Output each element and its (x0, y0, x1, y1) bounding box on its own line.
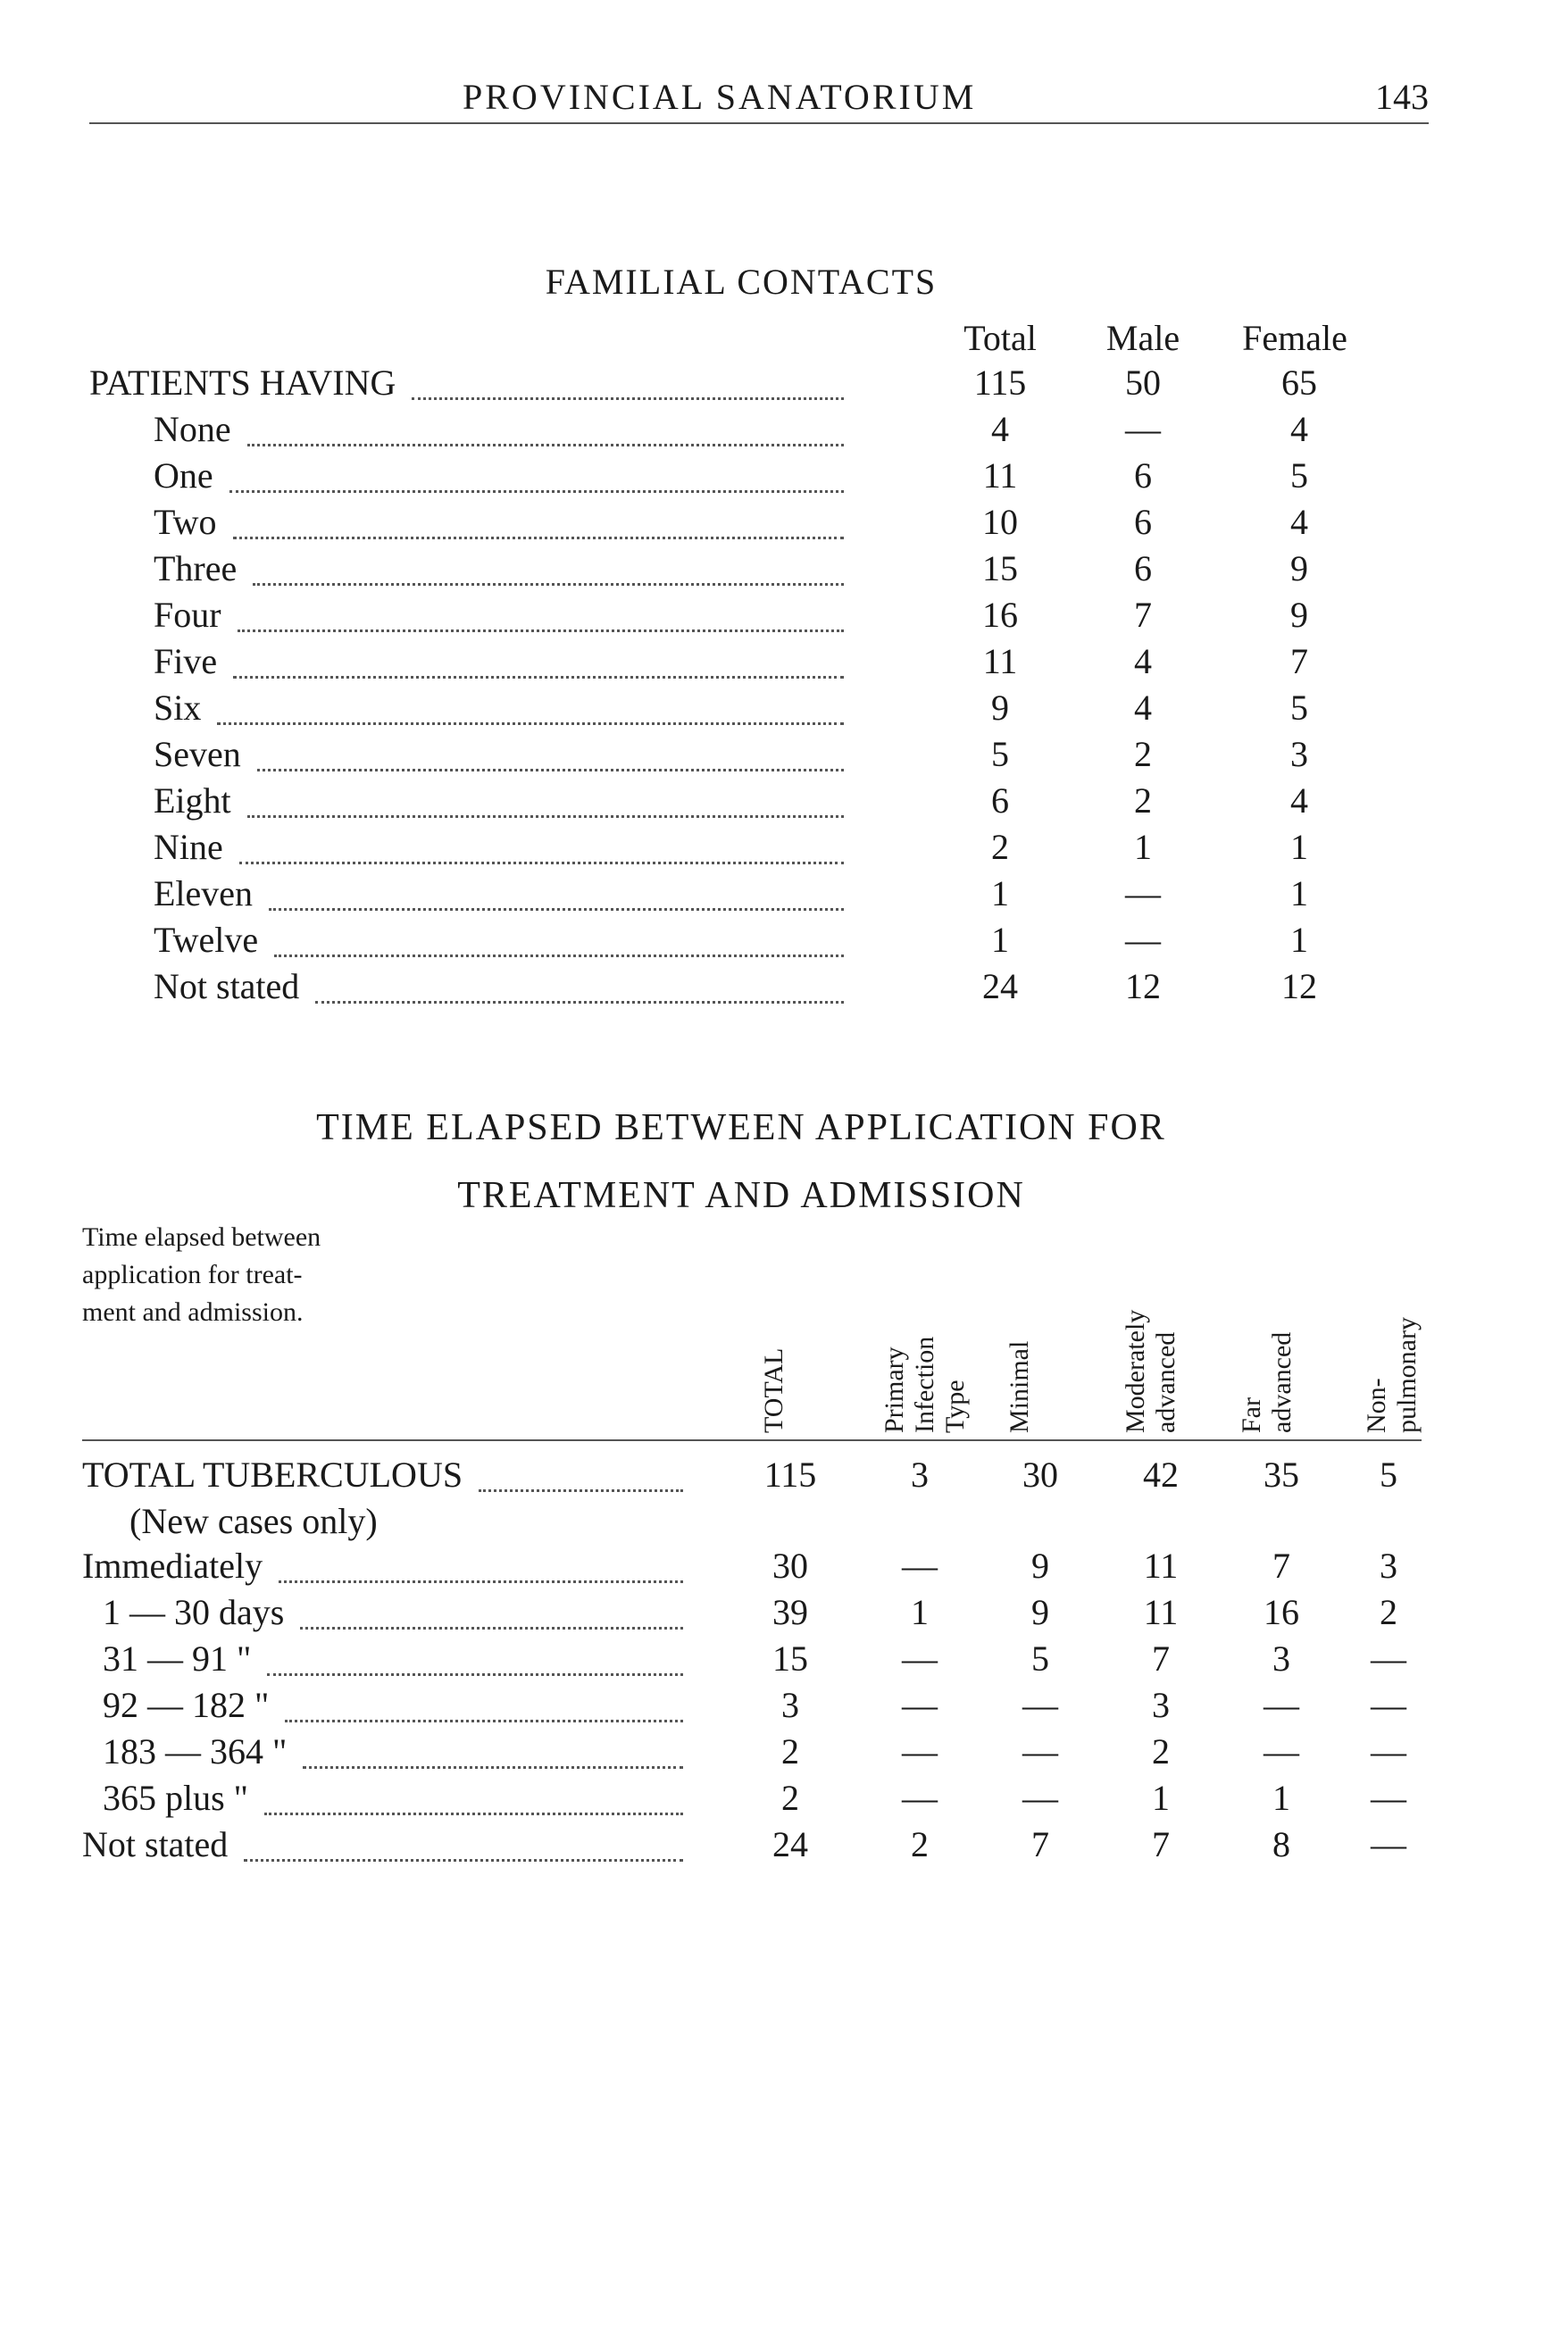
row-label: 183 — 364 " (103, 1731, 288, 1772)
table-row (0, 408, 1568, 454)
row-label: TOTAL TUBERCULOUS (82, 1455, 463, 1495)
cell-value: 15 (772, 1638, 808, 1679)
cell-total: 24 (982, 966, 1018, 1006)
cell-value: 35 (1264, 1455, 1299, 1495)
header-line: advanced (1151, 1331, 1180, 1433)
cell-value: 9 (1031, 1546, 1049, 1586)
header-line: Far (1237, 1397, 1266, 1433)
row-label: Seven (154, 734, 241, 774)
cell-value: 7 (1152, 1824, 1170, 1864)
cell-male: 6 (1134, 548, 1152, 588)
cell-value: — (1022, 1731, 1058, 1772)
cell-value: 11 (1143, 1546, 1179, 1586)
table-row (0, 872, 1568, 919)
row-label: Five (154, 641, 218, 681)
dot-leader (303, 1766, 683, 1769)
col-header-total (759, 1255, 789, 1433)
cell-male: — (1125, 873, 1161, 913)
rotated-header-text (880, 1337, 971, 1433)
cell-female: 9 (1290, 548, 1308, 588)
row-label: Not stated (154, 966, 300, 1006)
cell-value: — (1264, 1731, 1299, 1772)
cell-value: 7 (1272, 1546, 1290, 1586)
cell-female: 12 (1281, 966, 1317, 1006)
time-elapsed-title-line1: TIME ELAPSED BETWEEN APPLICATION FOR (316, 1107, 1166, 1148)
cell-female: 1 (1290, 827, 1308, 867)
dot-leader (244, 1859, 683, 1862)
cell-male: 2 (1134, 734, 1152, 774)
cell-female: 3 (1290, 734, 1308, 774)
dot-leader (247, 444, 844, 446)
header-line: pulmonary (1392, 1317, 1422, 1433)
cell-value: — (902, 1731, 938, 1772)
header-rule (89, 122, 1429, 124)
row-header-line: ment and admission. (82, 1297, 304, 1327)
cell-value: 2 (1380, 1592, 1397, 1632)
cell-value: 1 (911, 1592, 929, 1632)
table-row (0, 1545, 1568, 1591)
cell-value: 16 (1264, 1592, 1299, 1632)
row-label: Eleven (154, 873, 254, 913)
cell-value: 5 (1031, 1638, 1049, 1679)
row-label: 31 — 91 " (103, 1638, 252, 1679)
page-header (89, 76, 1429, 129)
cell-male: 2 (1134, 780, 1152, 821)
row-header-line: Time elapsed between (82, 1222, 321, 1252)
table-row (0, 1638, 1568, 1684)
row-label: Eight (154, 780, 231, 821)
cell-female: 1 (1290, 920, 1308, 960)
rotated-header-text (1121, 1310, 1181, 1433)
row-label: Not stated (82, 1824, 229, 1864)
cell-total: 16 (982, 595, 1018, 635)
cell-value: 1 (1152, 1778, 1170, 1818)
table-row (0, 1823, 1568, 1870)
row-label: One (154, 455, 213, 496)
table-row (0, 362, 1568, 408)
cell-male: 6 (1134, 455, 1152, 496)
row-label: Immediately (82, 1546, 263, 1586)
cell-total: 1 (991, 920, 1009, 960)
dot-leader (315, 1001, 844, 1004)
cell-male: 6 (1134, 502, 1152, 542)
cell-value: 39 (772, 1592, 808, 1632)
row-label: 92 — 182 " (103, 1685, 270, 1725)
rotated-header-text (1362, 1317, 1422, 1433)
table-row (0, 687, 1568, 733)
cell-value: — (902, 1685, 938, 1725)
table-row (0, 501, 1568, 547)
cell-value: 8 (1272, 1824, 1290, 1864)
cell-value: 1 (1272, 1778, 1290, 1818)
row-label: Three (154, 548, 238, 588)
cell-male: 4 (1134, 688, 1152, 728)
dot-leader (300, 1627, 683, 1630)
cell-male: — (1125, 409, 1161, 449)
header-line: Primary (880, 1346, 909, 1433)
table-row (0, 1730, 1568, 1777)
header-line: TOTAL (759, 1347, 788, 1433)
dot-leader (217, 722, 844, 725)
cell-value: 3 (1380, 1546, 1397, 1586)
cell-female: 65 (1281, 363, 1317, 403)
col-header-total: Total (963, 318, 1037, 358)
cell-total: 6 (991, 780, 1009, 821)
header-line: Non- (1362, 1378, 1391, 1433)
col-header-far-advanced (1237, 1255, 1297, 1433)
rotated-header-text (759, 1348, 789, 1433)
cell-male: 7 (1134, 595, 1152, 635)
cell-value: — (902, 1778, 938, 1818)
header-line: Type (940, 1380, 970, 1433)
table-row (0, 1684, 1568, 1730)
table-row (0, 1591, 1568, 1638)
row-label: PATIENTS HAVING (89, 363, 396, 403)
cell-total: 9 (991, 688, 1009, 728)
dot-leader (285, 1720, 683, 1722)
row-label: None (154, 409, 231, 449)
cell-total: 15 (982, 548, 1018, 588)
row-label: 1 — 30 days (103, 1592, 285, 1632)
cell-total: 115 (973, 363, 1027, 403)
dot-leader (479, 1489, 683, 1492)
time-elapsed-title-line2: TREATMENT AND ADMISSION (457, 1175, 1025, 1216)
cell-value: 2 (781, 1778, 799, 1818)
cell-male: 50 (1125, 363, 1161, 403)
table-row (0, 919, 1568, 965)
dot-leader (264, 1813, 683, 1815)
cell-value: 2 (911, 1824, 929, 1864)
dot-leader (247, 815, 844, 818)
cell-female: 5 (1290, 455, 1308, 496)
table-row (0, 1454, 1568, 1541)
cell-value: 30 (1022, 1455, 1058, 1495)
cell-value: 5 (1380, 1455, 1397, 1495)
cell-value: 42 (1143, 1455, 1179, 1495)
row-label: Four (154, 595, 221, 635)
cell-value: — (1022, 1778, 1058, 1818)
cell-total: 2 (991, 827, 1009, 867)
dot-leader (229, 490, 844, 493)
cell-female: 4 (1290, 780, 1308, 821)
table-rule (82, 1439, 1422, 1441)
table-row (0, 547, 1568, 594)
dot-leader (269, 908, 844, 911)
header-line: Infection (910, 1336, 939, 1433)
row-label: 365 plus " (103, 1778, 249, 1818)
cell-value: 30 (772, 1546, 808, 1586)
table-row (0, 779, 1568, 826)
dot-leader (233, 676, 844, 679)
dot-leader (253, 583, 844, 586)
table-row (0, 965, 1568, 1012)
dot-leader (238, 629, 844, 632)
col-header-non-pulmonary (1362, 1255, 1422, 1433)
table-row (0, 733, 1568, 779)
table-row (0, 454, 1568, 501)
dot-leader (274, 955, 844, 957)
row-header (82, 1219, 321, 1331)
cell-total: 10 (982, 502, 1018, 542)
cell-female: 4 (1290, 502, 1308, 542)
dot-leader (233, 537, 844, 539)
cell-female: 9 (1290, 595, 1308, 635)
rotated-header-text (1237, 1332, 1297, 1433)
row-label: Six (154, 688, 202, 728)
cell-female: 5 (1290, 688, 1308, 728)
cell-value: — (1371, 1685, 1406, 1725)
rotated-header-text (1005, 1341, 1035, 1433)
table-row (0, 826, 1568, 872)
cell-value: 3 (911, 1455, 929, 1495)
running-title: PROVINCIAL SANATORIUM (463, 77, 977, 117)
row-label: Two (154, 502, 217, 542)
row-header-line: application for treat- (82, 1260, 303, 1289)
table-row (0, 1777, 1568, 1823)
cell-total: 1 (991, 873, 1009, 913)
cell-value: — (902, 1546, 938, 1586)
cell-value: — (1371, 1638, 1406, 1679)
cell-male: 4 (1134, 641, 1152, 681)
cell-value: 3 (1152, 1685, 1170, 1725)
col-header-male: Male (1105, 318, 1180, 358)
cell-value: — (1264, 1685, 1299, 1725)
page-number: 143 (1375, 77, 1429, 117)
familial-contacts-title: FAMILIAL CONTACTS (545, 262, 938, 302)
col-header-female: Female (1242, 318, 1347, 358)
cell-value: 24 (772, 1824, 808, 1864)
cell-male: — (1125, 920, 1161, 960)
table-row (0, 640, 1568, 687)
header-line: Moderately (1121, 1309, 1150, 1433)
cell-total: 11 (982, 455, 1018, 496)
col-header-minimal (1005, 1255, 1035, 1433)
dot-leader (257, 769, 844, 771)
dot-leader (279, 1580, 683, 1583)
cell-value: — (1371, 1778, 1406, 1818)
cell-female: 4 (1290, 409, 1308, 449)
header-line: Minimal (1005, 1340, 1034, 1433)
table-row (0, 594, 1568, 640)
cell-female: 1 (1290, 873, 1308, 913)
cell-value: — (1022, 1685, 1058, 1725)
cell-male: 1 (1134, 827, 1152, 867)
col-header-moderately-advanced (1121, 1255, 1181, 1433)
cell-female: 7 (1290, 641, 1308, 681)
cell-value: 7 (1031, 1824, 1049, 1864)
cell-total: 5 (991, 734, 1009, 774)
cell-value: 2 (781, 1731, 799, 1772)
cell-value: 3 (781, 1685, 799, 1725)
dot-leader (412, 397, 844, 400)
header-line: advanced (1267, 1331, 1297, 1433)
cell-value: 7 (1152, 1638, 1170, 1679)
time-elapsed-title (0, 1094, 1482, 1230)
row-label: Twelve (154, 920, 259, 960)
cell-total: 11 (982, 641, 1018, 681)
row-sublabel: (New cases only) (129, 1501, 378, 1541)
cell-value: — (902, 1638, 938, 1679)
cell-value: — (1371, 1731, 1406, 1772)
row-label: Nine (154, 827, 223, 867)
dot-leader (239, 862, 844, 864)
cell-value: 9 (1031, 1592, 1049, 1632)
dot-leader (267, 1673, 683, 1676)
cell-value: 2 (1152, 1731, 1170, 1772)
cell-total: 4 (991, 409, 1009, 449)
cell-value: 3 (1272, 1638, 1290, 1679)
cell-value: — (1371, 1824, 1406, 1864)
cell-value: 11 (1143, 1592, 1179, 1632)
col-header-primary-infection (880, 1255, 971, 1433)
cell-male: 12 (1125, 966, 1161, 1006)
cell-value: 115 (763, 1455, 817, 1495)
